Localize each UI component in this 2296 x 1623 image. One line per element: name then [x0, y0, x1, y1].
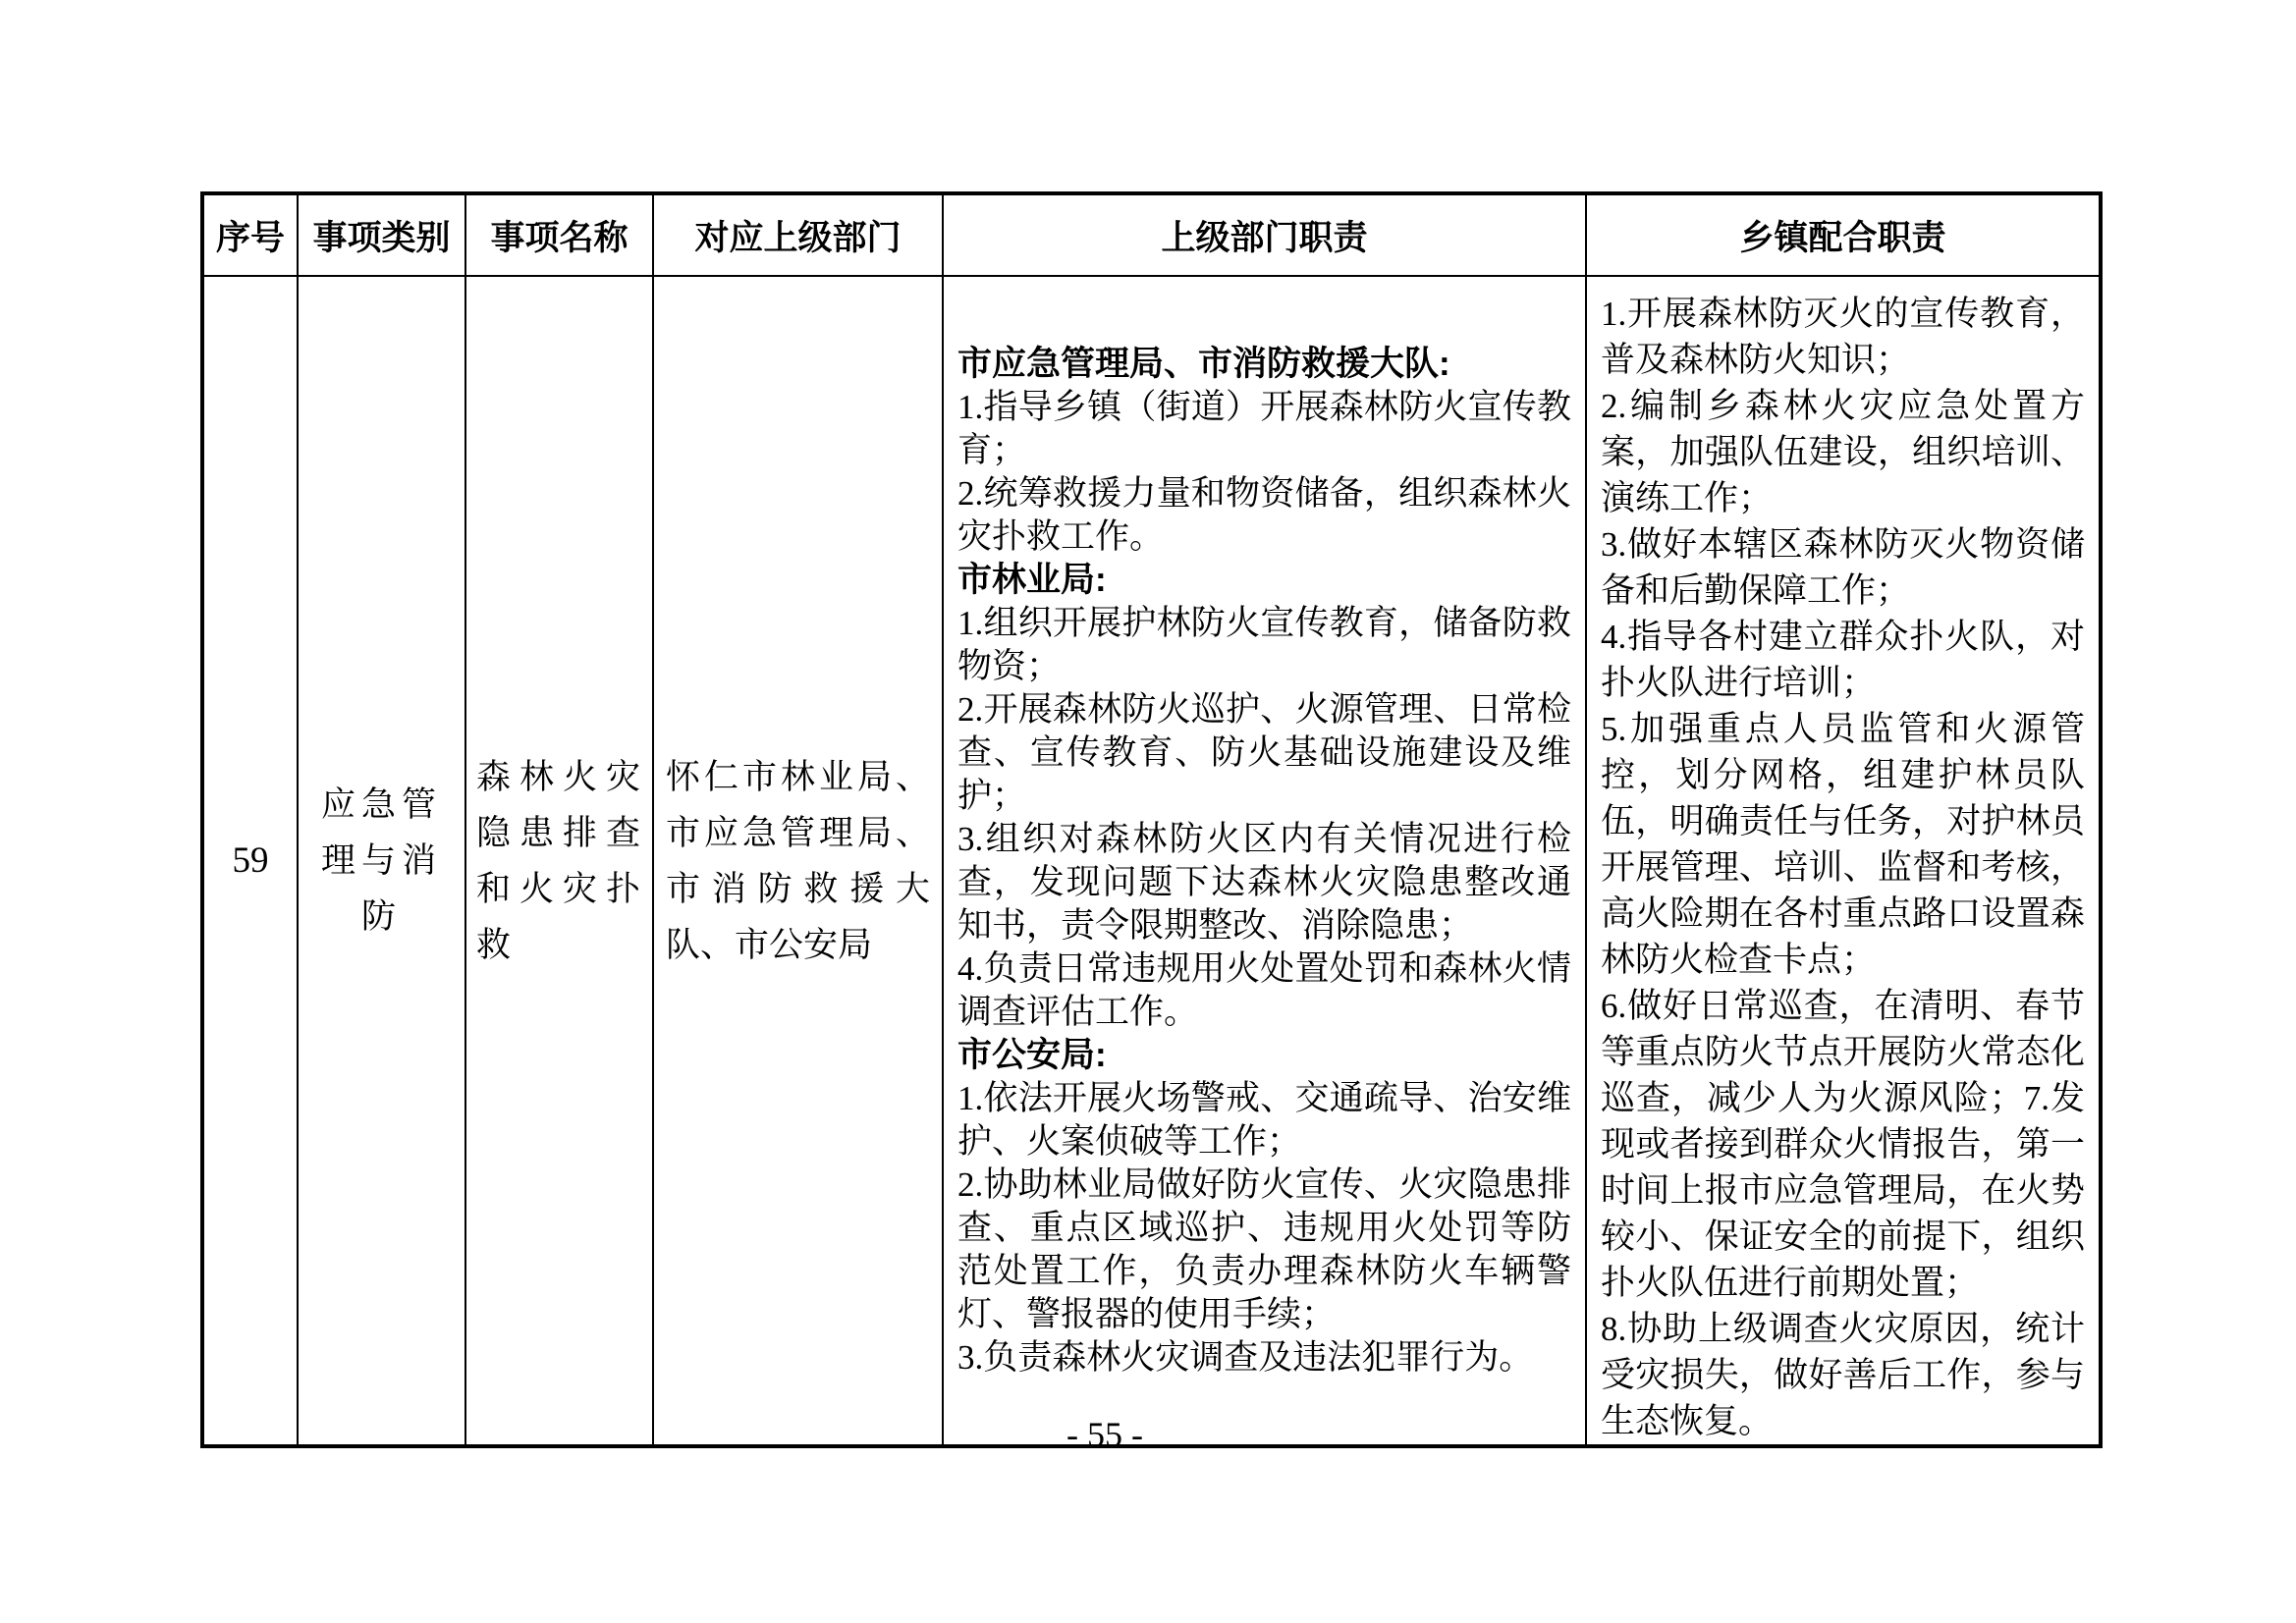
duty-paragraph: 8.协助上级调查火灾原因，统计受灾损失，做好善后工作，参与生态恢复。 [1601, 1310, 2085, 1440]
header-township-duties: 乡镇配合职责 [1586, 193, 2101, 276]
duty-paragraph: 市应急管理局、市消防救援大队: [957, 344, 1450, 383]
header-item-category: 事项类别 [298, 193, 465, 276]
duty-paragraph: 4.指导各村建立群众扑火队，对扑火队进行培训； [1601, 618, 2085, 702]
duty-paragraph: 3.组织对森林防火区内有关情况进行检查，发现问题下达森林火灾隐患整改通知书，责令限期整改、消除隐患； [957, 819, 1571, 945]
page-number: - 55 - [1066, 1415, 1143, 1454]
header-item-name: 事项名称 [465, 193, 653, 276]
header-superior-departments: 对应上级部门 [653, 193, 943, 276]
duty-paragraph: 1.开展森林防灭火的宣传教育，普及森林防火知识； [1601, 295, 2085, 379]
duty-paragraph: 2.协助林业局做好防火宣传、火灾隐患排查、重点区域巡护、违规用火处罚等防范处置工作，负责办理森林防火车辆警灯、警报器的使用手续； [957, 1164, 1571, 1333]
cell-item-category: 应急管理与消防 [298, 276, 465, 1446]
duty-paragraph: 5.加强重点人员监管和火源管控，划分网格，组建护林员队伍，明确责任与任务，对护林员开展管理、培训、监督和考核，高火险期在各村重点路口设置森林防火检查卡点； [1601, 710, 2085, 979]
duty-paragraph: 3.负责森林火灾调查及违法犯罪行为。 [957, 1337, 1534, 1377]
duty-paragraph: 2.开展森林防火巡护、火源管理、日常检查、宣传教育、防火基础设施建设及维护； [957, 689, 1571, 815]
duty-paragraph: 1.指导乡镇（街道）开展森林防火宣传教育； [957, 387, 1571, 469]
header-row [202, 193, 2101, 276]
duty-paragraph: 4.负责日常违规用火处置处罚和森林火情调查评估工作。 [957, 948, 1571, 1031]
cell-township-duties [1586, 276, 2101, 1446]
duty-paragraph: 2.编制乡森林火灾应急处置方案，加强队伍建设，组织培训、演练工作； [1601, 387, 2085, 517]
duty-paragraph: 市公安局: [957, 1035, 1107, 1074]
duty-table [200, 191, 2103, 1448]
cell-superior-duties [943, 276, 1586, 1446]
duty-paragraph: 1.组织开展护林防火宣传教育，储备防救物资； [957, 603, 1571, 685]
duty-paragraph: 1.依法开展火场警戒、交通疏导、治安维护、火案侦破等工作； [957, 1078, 1571, 1161]
duty-paragraph: 3.做好本辖区森林防灭火物资储备和后勤保障工作； [1601, 525, 2085, 610]
cell-serial-no: 59 [202, 276, 298, 1446]
duty-paragraph: 市林业局: [957, 560, 1107, 599]
header-superior-duties: 上级部门职责 [943, 193, 1586, 276]
cell-superior-departments: 怀仁市林业局、市应急管理局、市消防救援大队、市公安局 [653, 276, 943, 1446]
header-serial-no: 序号 [202, 193, 298, 276]
table-row [202, 276, 2101, 1446]
duty-paragraph: 6.做好日常巡查，在清明、春节等重点防火节点开展防火常态化巡查，减少人为火源风险；7.发现或者接到群众火情报告，第一时间上报市应急管理局，在火势较小、保证安全的前提下，组织扑火队伍进行前期处置； [1601, 987, 2085, 1302]
duty-paragraph: 2.统筹救援力量和物资储备，组织森林火灾扑救工作。 [957, 473, 1571, 556]
cell-item-name: 森林火灾隐患排查和火灾扑救 [465, 276, 653, 1446]
